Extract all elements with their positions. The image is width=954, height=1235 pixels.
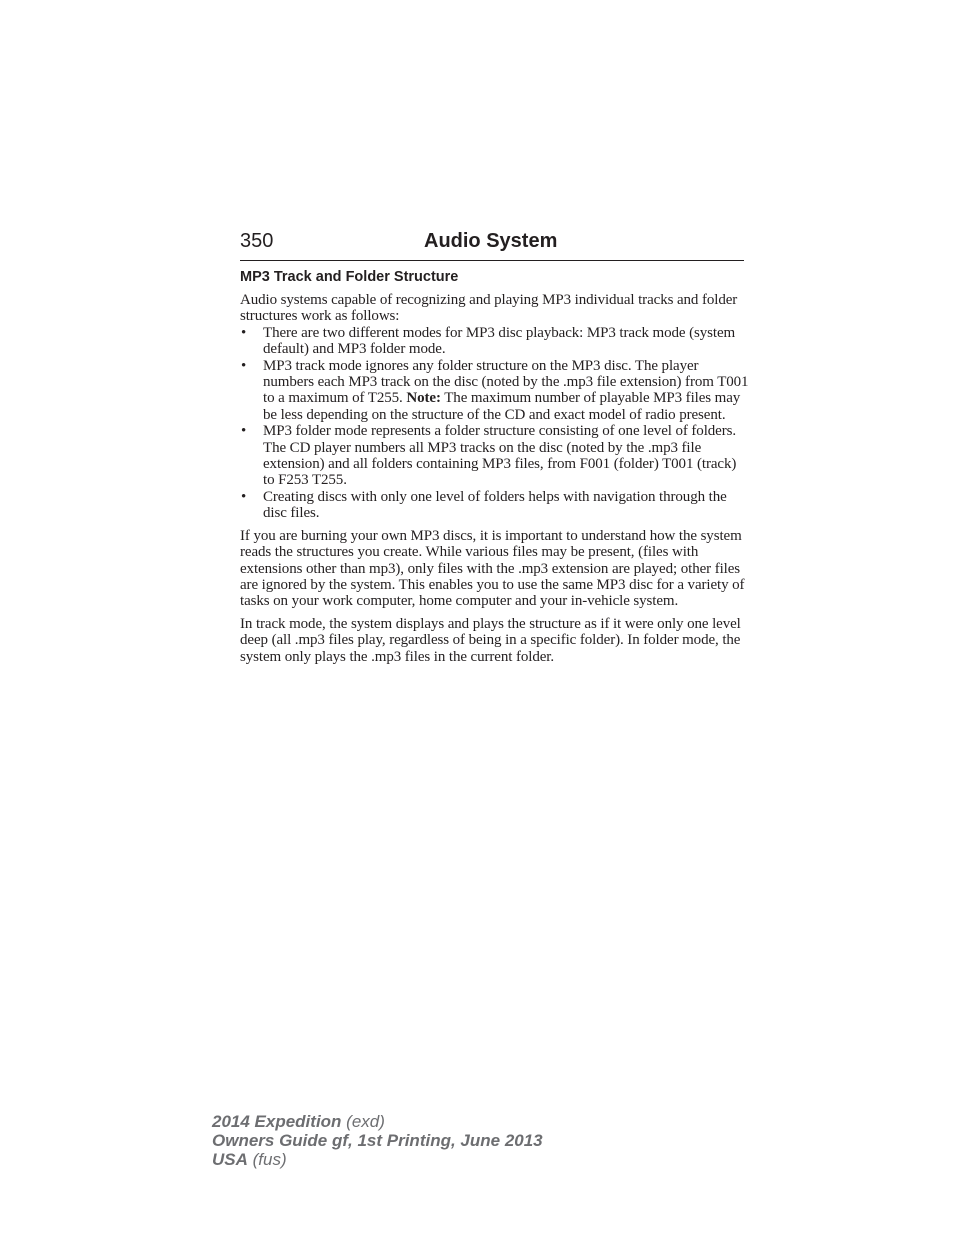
list-item-text: Creating discs with only one level of folders helps with navigation through the disc files.: [263, 488, 727, 522]
bullet-list: [240, 325, 750, 522]
bullet-icon: •: [241, 357, 247, 374]
list-item-text: MP3 track mode ignores any folder structure on the MP3 disc. The player numbers each MP3 track on the disc (noted by the .mp3 file extension) from T001 to a maximum of T255.: [263, 357, 749, 407]
main-content: [240, 268, 750, 665]
list-item: [240, 423, 750, 489]
list-item: [240, 489, 750, 522]
footer-printing: Owners Guide gf, 1st Printing, June 2013: [212, 1131, 543, 1150]
list-item-text: The maximum number of playable MP3 files may be less depending on the structure of the CD and exact model of radio present.: [263, 390, 741, 423]
list-item: [240, 325, 750, 358]
list-item-text: MP3 folder mode represents a folder structure consisting of one level of folders. The CD player numbers all MP3 tracks on the disc (noted by the .mp3 file extension) and all folders containing MP3 files, from F001 (folder) T001 (track) to F253 T255.: [263, 423, 737, 489]
bullet-icon: •: [241, 488, 247, 505]
bullet-icon: •: [241, 423, 247, 440]
footer-region-code: (fus): [252, 1150, 287, 1169]
note-label: Note:: [406, 390, 441, 407]
footer-model: 2014 Expedition: [212, 1112, 342, 1131]
footer-line: [212, 1150, 543, 1169]
footer-line: [212, 1112, 543, 1131]
page-title: Audio System: [424, 230, 558, 252]
page-number: 350: [240, 230, 274, 252]
page-footer: [212, 1112, 543, 1169]
bullet-icon: •: [241, 324, 247, 341]
page-header: [240, 228, 744, 261]
section-heading: MP3 Track and Folder Structure: [240, 269, 459, 285]
body-paragraph: In track mode, the system displays and plays the structure as if it were only one level deep (all .mp3 files play, regardless of being in a specific folder). In folder mode, the system only plays the .mp3 files in the current folder.: [240, 615, 741, 665]
list-item: [240, 358, 750, 424]
intro-paragraph: Audio systems capable of recognizing and playing MP3 individual tracks and folder structures work as follows:: [240, 292, 738, 325]
list-item-text: There are two different modes for MP3 disc playback: MP3 track mode (system default) and MP3 folder mode.: [263, 324, 736, 358]
footer-region: USA: [212, 1150, 248, 1169]
footer-model-code: (exd): [346, 1112, 385, 1131]
body-paragraph: If you are burning your own MP3 discs, it is important to understand how the system reads the structures you create. While various files may be present, (files with extensions other than mp3), only files with the .mp3 extension are played; other files are ignored by the system. This enables you to use the same MP3 disc for a variety of tasks on your work computer, home computer and your in-vehicle system.: [240, 527, 745, 610]
